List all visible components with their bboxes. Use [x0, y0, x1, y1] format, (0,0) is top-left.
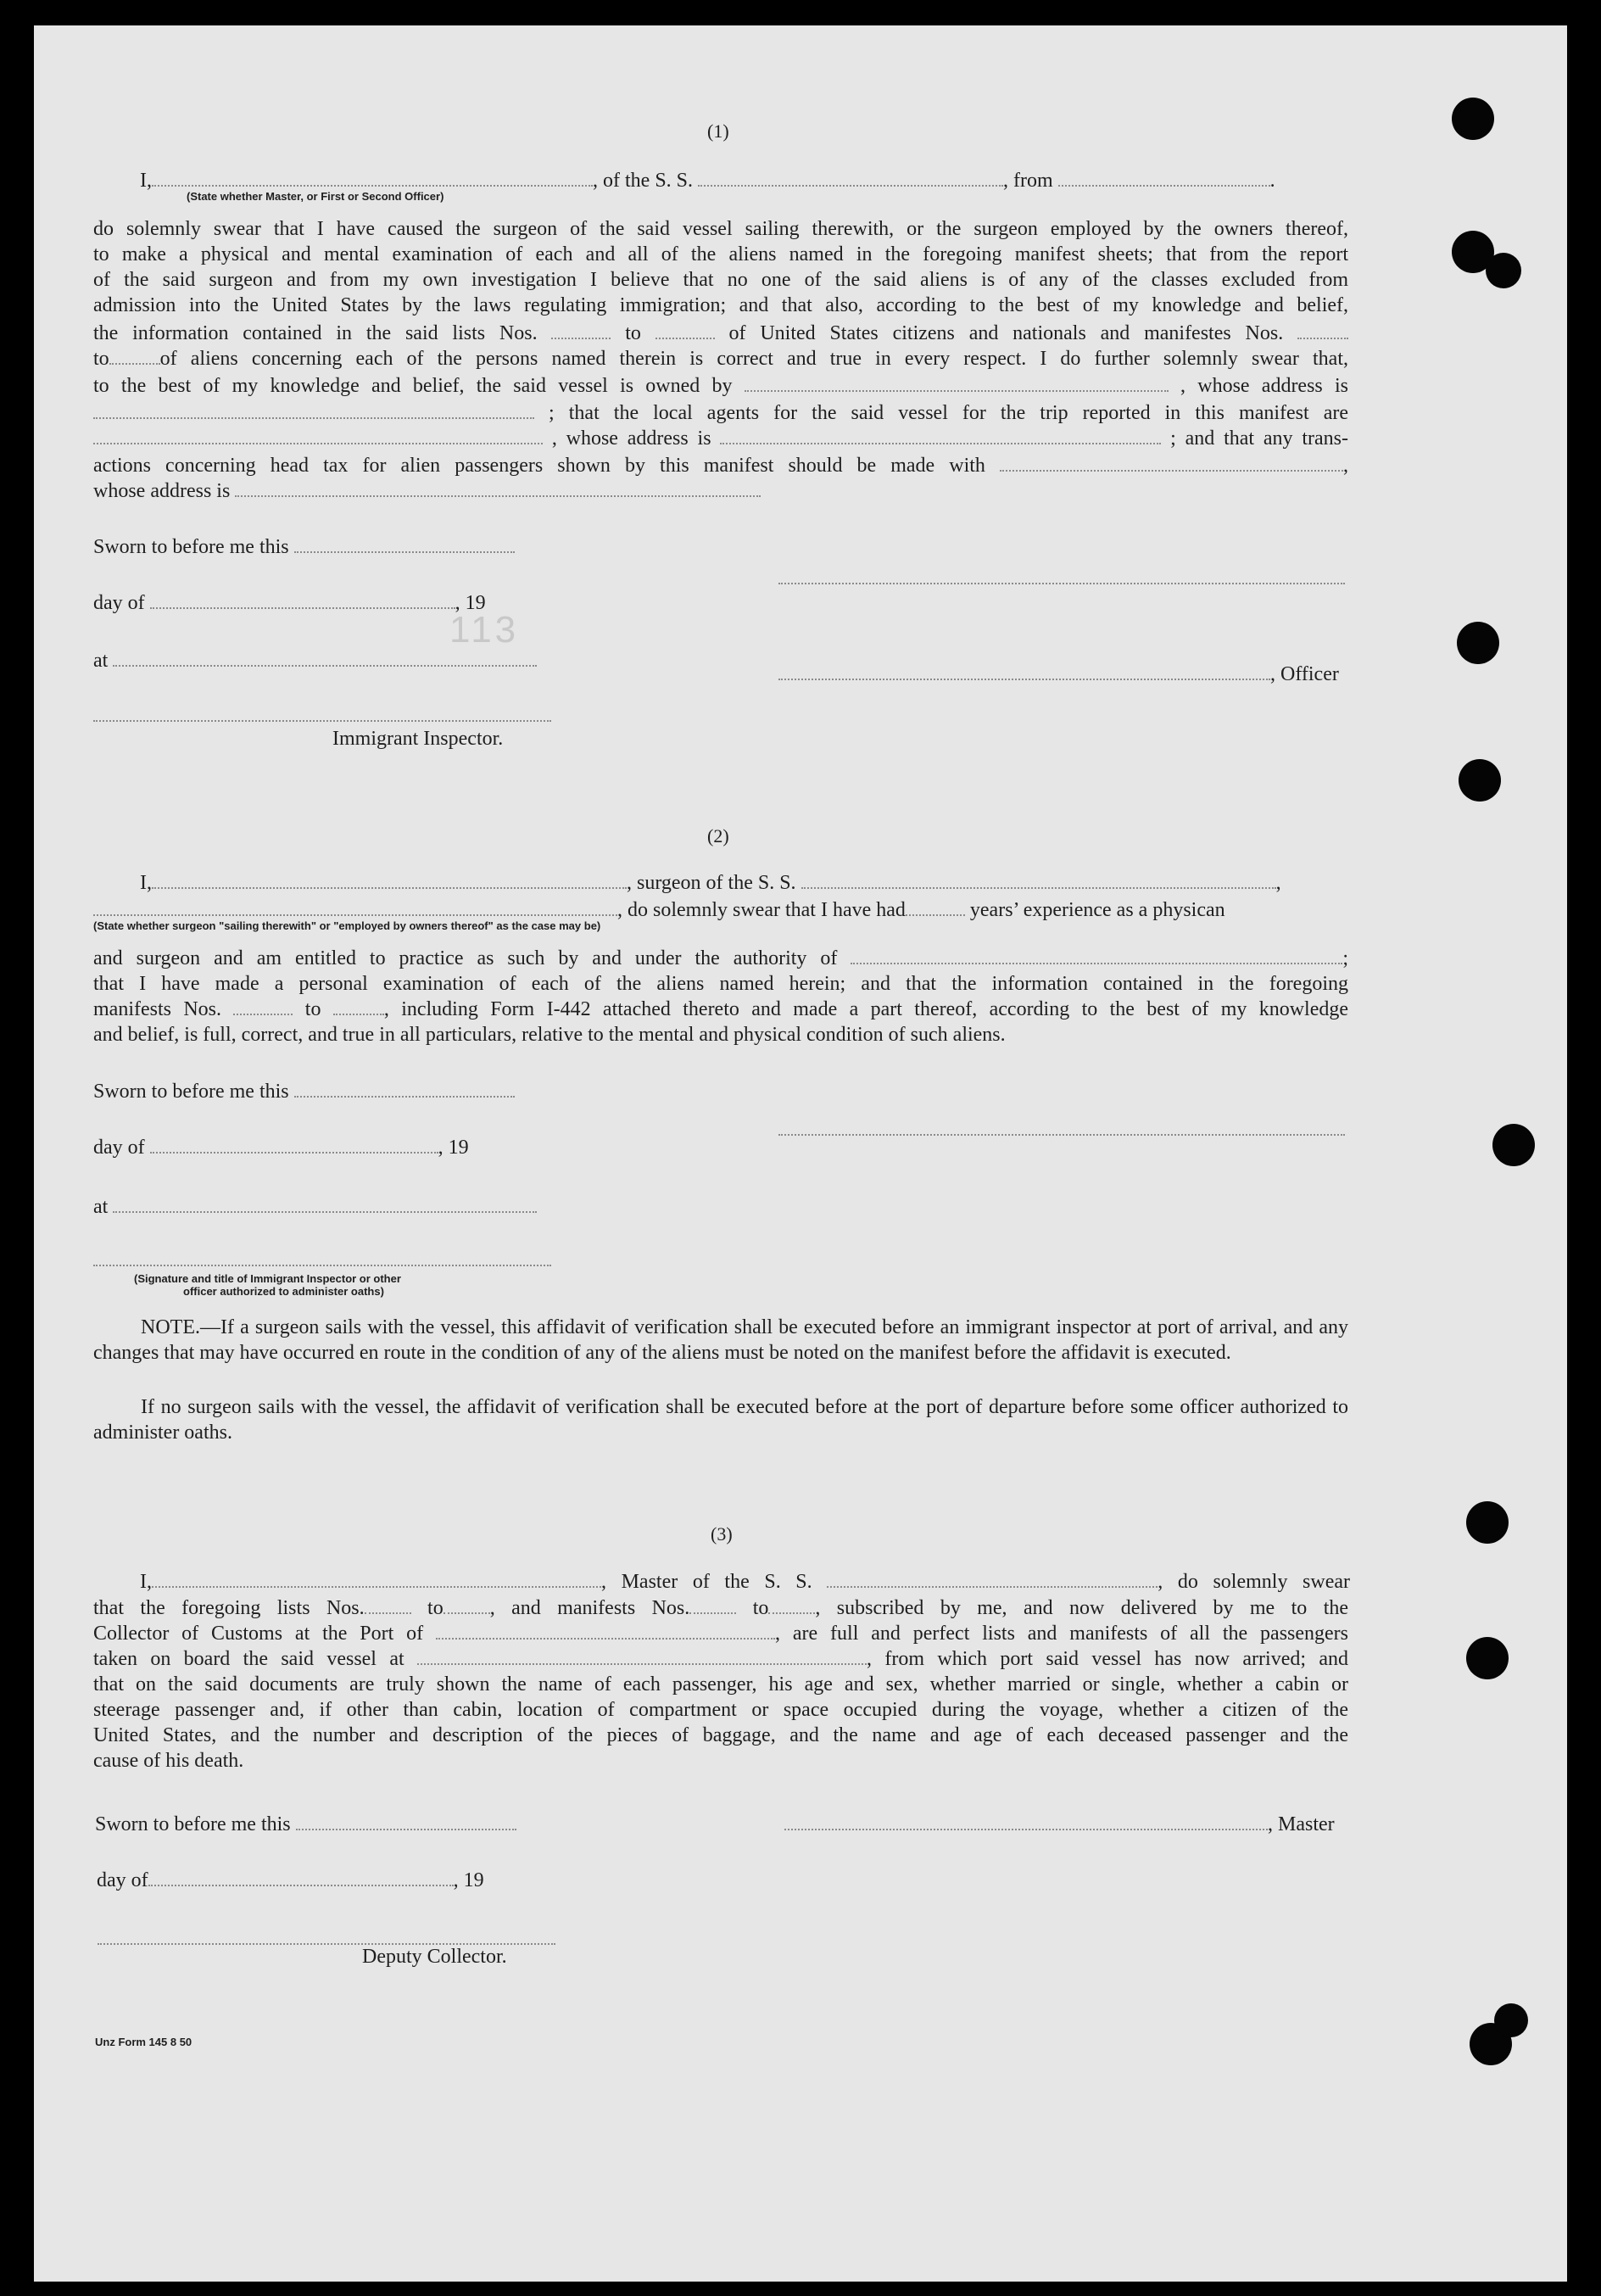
s3-sworn-date-field[interactable]	[296, 1828, 516, 1830]
s2-body-line: manifests Nos. to , including Form I-442 attached thereto and made a part thereof, according to the best of my knowledge	[93, 998, 1349, 1020]
s2-day-of: day of , 19	[93, 1137, 469, 1159]
binder-hole	[1452, 98, 1494, 140]
s2-sworn-date-field[interactable]	[294, 1095, 515, 1098]
binder-hole	[1459, 759, 1501, 802]
alien-manifest-from-field[interactable]	[1297, 337, 1348, 339]
officer-signature-field[interactable]	[778, 678, 1270, 680]
s1-signature-line[interactable]	[778, 582, 1345, 584]
alien-manifest-to-field[interactable]	[109, 362, 160, 365]
s2-inspector-signature-line[interactable]	[93, 1264, 551, 1266]
binder-hole	[1457, 622, 1499, 664]
s3-lists-from-field[interactable]	[365, 1612, 411, 1614]
s2-body-line: and surgeon and am entitled to practice as such by and under the authority of ;	[93, 947, 1349, 969]
section-3-number: (3)	[711, 1523, 733, 1545]
inspector-signature-line[interactable]	[93, 719, 551, 722]
s3-body-line: United States, and the number and description of the pieces of baggage, and the name and age of each deceased passenger and the	[93, 1724, 1348, 1746]
s1-body-line: do solemnly swear that I have caused the surgeon of the said vessel sailing therewith, or the surgeon employed by the owners thereof,	[93, 218, 1348, 240]
s2-sworn: Sworn to before me this	[93, 1079, 515, 1104]
surgeon-hint: (State whether surgeon "sailing therewith" or "employed by owners thereof" as the case may be)	[93, 919, 601, 932]
s1-body-line: to make a physical and mental examination of each and all of the aliens named in the foregoing manifest sheets; that from the report	[93, 243, 1348, 265]
s3-vessel-field[interactable]	[827, 1585, 1158, 1588]
s3-body-line: cause of his death.	[93, 1750, 244, 1772]
s2-at: at	[93, 1194, 537, 1220]
s3-lists-to-field[interactable]	[443, 1612, 490, 1614]
s3-body-line: that on the said documents are truly shown the name of each passenger, his age and sex, whether married or single, whether a cabin or	[93, 1673, 1348, 1695]
boarding-port-field[interactable]	[417, 1662, 867, 1665]
s2-body-line: that I have made a personal examination of each of the aliens named herein; and that the information contained in the foregoing	[93, 973, 1348, 995]
surgeon-name-field[interactable]	[152, 886, 627, 889]
s2-line-1: I, , surgeon of the S. S. ,	[140, 872, 1281, 894]
at-place-field[interactable]	[113, 664, 537, 667]
s3-master-name-field[interactable]	[152, 1585, 601, 1588]
binder-hole	[1494, 2003, 1528, 2037]
s3-deputy: Deputy Collector.	[362, 1946, 507, 1968]
s1-body-line: to of aliens concerning each of the persons named therein is correct and true in every respect. I do further solemnly swear that,	[93, 348, 1348, 370]
s3-master: , Master	[784, 1812, 1335, 1837]
s1-body-line: of the said surgeon and from my own investigation I believe that no one of the said aliens is of any of the classes excluded from	[93, 269, 1348, 291]
section-1-number: (1)	[707, 120, 729, 142]
surgeon-status-field[interactable]	[93, 913, 617, 916]
s1-at: at	[93, 648, 537, 673]
master-signature-field[interactable]	[784, 1828, 1268, 1830]
s3-body-line: that the foregoing lists Nos. to , and manifests Nos. to , subscribed by me, and now delivered by me to the	[93, 1597, 1349, 1619]
s1-body-line: admission into the United States by the laws regulating immigration; and that also, according to the best of my knowledge and belief,	[93, 294, 1348, 316]
s2-signature-line[interactable]	[778, 1133, 1345, 1136]
binder-hole	[1486, 253, 1521, 288]
s1-body-line: whose address is	[93, 478, 1348, 504]
binder-hole	[1466, 1501, 1509, 1544]
s3-manifests-from-field[interactable]	[689, 1612, 736, 1614]
sig-hint-2: officer authorized to administer oaths)	[183, 1285, 384, 1298]
s1-body-line: the information contained in the said lists Nos. to of United States citizens and nationals and manifestes Nos.	[93, 321, 1348, 346]
sworn-date-field[interactable]	[294, 550, 515, 553]
binder-hole	[1466, 1637, 1509, 1679]
s1-body-line: to the best of my knowledge and belief, the said vessel is owned by , whose address is	[93, 375, 1349, 397]
note-paragraph: NOTE.—If a surgeon sails with the vessel, this affidavit of verification shall be executed before an immigrant inspector at port of arrival, and any changes that may have occurred en route in the condition of any of the aliens must be noted on the manifest before the affidavit is executed.	[93, 1316, 1348, 1364]
head-tax-contact-field[interactable]	[1000, 469, 1343, 472]
s2-day-of-field[interactable]	[150, 1151, 438, 1154]
s3-sworn: Sworn to before me this	[95, 1812, 516, 1837]
s1-sworn: Sworn to before me this	[93, 534, 515, 560]
s3-day-of-field[interactable]	[148, 1884, 454, 1886]
s3-body-line: steerage passenger and, if other than cabin, location of compartment or space occupied during the voyage, whether a citizen of the	[93, 1699, 1348, 1721]
citizen-list-from-field[interactable]	[551, 337, 611, 339]
note-paragraph-2: If no surgeon sails with the vessel, the affidavit of verification shall be executed before at the port of departure before some officer authorized to administer oaths.	[93, 1396, 1348, 1444]
s1-body-line: ; that the local agents for the said vessel for the trip reported in this manifest are	[93, 400, 1348, 426]
form-number: Unz Form 145 8 50	[95, 2036, 192, 2048]
officer-hint: (State whether Master, or First or Second Officer)	[187, 190, 444, 203]
s2-manifest-from-field[interactable]	[233, 1013, 293, 1015]
head-tax-address-field[interactable]	[235, 494, 761, 497]
s3-body-line: taken on board the said vessel at , from which port said vessel has now arrived; and	[93, 1648, 1349, 1670]
master-name-field[interactable]	[152, 184, 593, 187]
s2-vessel-field[interactable]	[801, 886, 1276, 889]
local-agents-field[interactable]	[93, 442, 543, 444]
day-of-field[interactable]	[150, 606, 455, 609]
agents-address-field[interactable]	[720, 442, 1161, 444]
s1-inspector: Immigrant Inspector.	[332, 728, 504, 750]
authority-field[interactable]	[851, 962, 1342, 964]
s2-body-line: and belief, is full, correct, and true in all particulars, relative to the mental and physical condition of such aliens.	[93, 1024, 1006, 1046]
s1-day-of: day of , 19	[93, 592, 486, 614]
vessel-name-field[interactable]	[698, 184, 1003, 187]
s1-body-line: , whose address is ; and that any trans-	[93, 426, 1348, 451]
s2-at-place-field[interactable]	[113, 1210, 537, 1213]
s1-officer: , Officer	[778, 662, 1339, 687]
sig-hint-1: (Signature and title of Immigrant Inspector or other	[134, 1272, 401, 1285]
s3-day-of: day of , 19	[97, 1869, 484, 1891]
s2-line-2: , do solemnly swear that I have had years’ experience as a physican	[93, 897, 1225, 923]
binder-hole	[1492, 1124, 1535, 1166]
years-experience-field[interactable]	[906, 913, 965, 916]
owner-address-field[interactable]	[93, 416, 534, 419]
citizen-list-to-field[interactable]	[655, 337, 715, 339]
faint-stamp: 113	[449, 609, 520, 651]
from-port-field[interactable]	[1058, 184, 1270, 187]
section-2-number: (2)	[707, 825, 729, 846]
s1-line-1: I, , of the S. S. , from .	[140, 170, 1275, 192]
s3-manifests-to-field[interactable]	[768, 1612, 815, 1614]
s2-manifest-to-field[interactable]	[333, 1013, 384, 1015]
s3-body-line: Collector of Customs at the Port of , are full and perfect lists and manifests of all the passengers	[93, 1623, 1349, 1645]
owner-field[interactable]	[745, 389, 1169, 392]
s3-body-line: I, , Master of the S. S. , do solemnly swear	[140, 1571, 1351, 1593]
s1-body-line: actions concerning head tax for alien passengers shown by this manifest should be made with ,	[93, 455, 1348, 477]
port-field[interactable]	[436, 1637, 775, 1640]
